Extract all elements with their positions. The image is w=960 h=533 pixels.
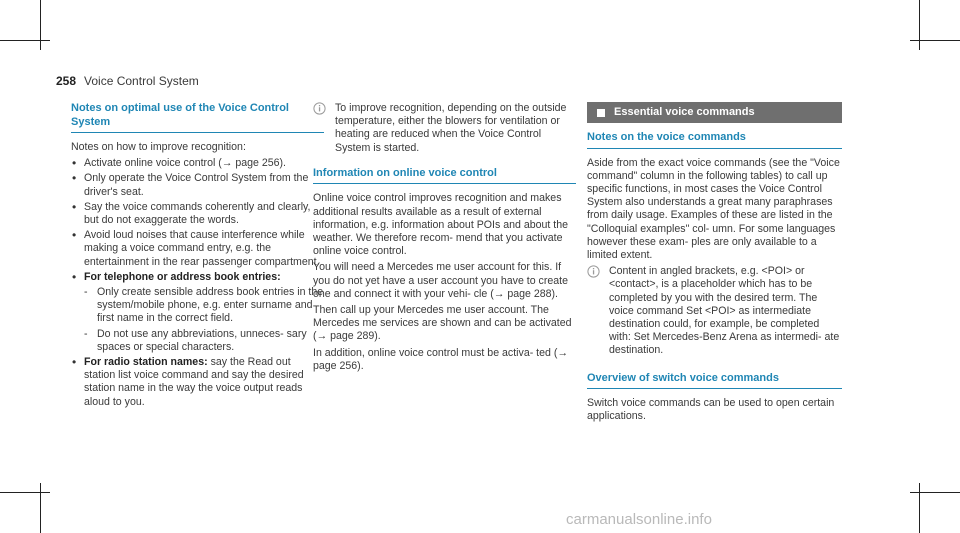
column-right [587,102,842,426]
list-item [71,271,324,284]
paragraph: Online voice control improves recognition and makes additional results available as a result of external information, e.g. information about POIs and about the weather. We therefore recom- mend that you activate online voice control. [313,192,568,258]
list-item: • Activate online voice control (→ page 256). [71,157,324,170]
column-left [71,102,324,411]
crop-mark [910,492,960,493]
list-item: • Avoid loud noises that cause interference while making a voice command entry, e.g. the entertainment in the rear passenger compartment. [71,229,324,269]
radio-label: For radio station names: [84,356,208,369]
note-text: To improve recognition, depending on the outside temperature, either the blowers for ventilation or heating are reduced when the Voice Control System is started. [335,102,567,154]
crop-mark [919,0,920,50]
paragraph: Switch voice commands can be used to open certain applications. [587,397,835,423]
section-title: Voice Control System [84,74,199,88]
heading-voice-commands: Notes on the voice commands [587,131,842,149]
paragraph: In addition, online voice control must be activa- ted (→ page 256). [313,346,568,372]
radio-text: say the Read out station list voice command and say the desired station name in the way the voice output reads aloud to you. [84,356,304,408]
crop-mark [919,483,920,533]
page-header [56,74,199,88]
list-subitem: - Do not use any abbreviations, unneces- sary spaces or special characters. [71,328,324,354]
info-circle-icon [587,265,600,278]
crop-mark [0,40,50,41]
telephone-label: For telephone or address book entries: [84,270,281,283]
list-item [71,356,324,409]
list-item: • Only operate the Voice Control System from the driver's seat. [71,172,324,198]
crop-mark [0,492,50,493]
page-number: 258 [56,74,77,88]
heading-online-voice-control: Information on online voice control [313,167,576,185]
heading-switch-commands: Overview of switch voice commands [587,372,842,390]
column-middle [313,102,576,376]
list-item: • Say the voice commands coherently and clearly, but do not exaggerate the words. [71,201,324,227]
note-block [587,265,842,357]
crop-mark [910,40,960,41]
tips-list [71,157,324,409]
paragraph: You will need a Mercedes me user account for this. If you do not yet have a user account you have to create one and connect it with your vehi- cle (→ page 288). [313,261,569,300]
note-block [313,102,576,155]
list-subitem: - Only create sensible address book entries in the system/mobile phone, e.g. enter surname and first name in the correct field. [71,286,324,326]
info-circle-icon [313,102,326,115]
note-text: Content in angled brackets, e.g. <POI> or <contact>, is a placeholder which has to be completed by you with the desired term. The voice command Set <POI> as intermediate destination could, for example, be completed with: Set Mercedes-Benz Arena as intermedi- ate destination. [609,265,840,357]
section-band: Essential voice commands [587,102,842,123]
paragraph: Aside from the exact voice commands (see the "Voice command" column in the following tables) to call up specific functions, in most cases the Voice Control System also understands a great many paraphrases from daily usage. Examples of these are listed in the "Colloquial examples" col- umn. For some languages however these exam- ples are only available to a limited extent. [587,156,840,261]
intro-text: Notes on how to improve recognition: [71,141,246,153]
crop-mark [40,483,41,533]
watermark-logo: carmanualsonline.info [566,511,712,528]
heading-optimal-use: Notes on optimal use of the Voice Control System [71,102,324,133]
crop-mark [40,0,41,50]
paragraph: Then call up your Mercedes me user account. The Mercedes me services are shown and can be activated (→ page 289). [313,303,572,343]
